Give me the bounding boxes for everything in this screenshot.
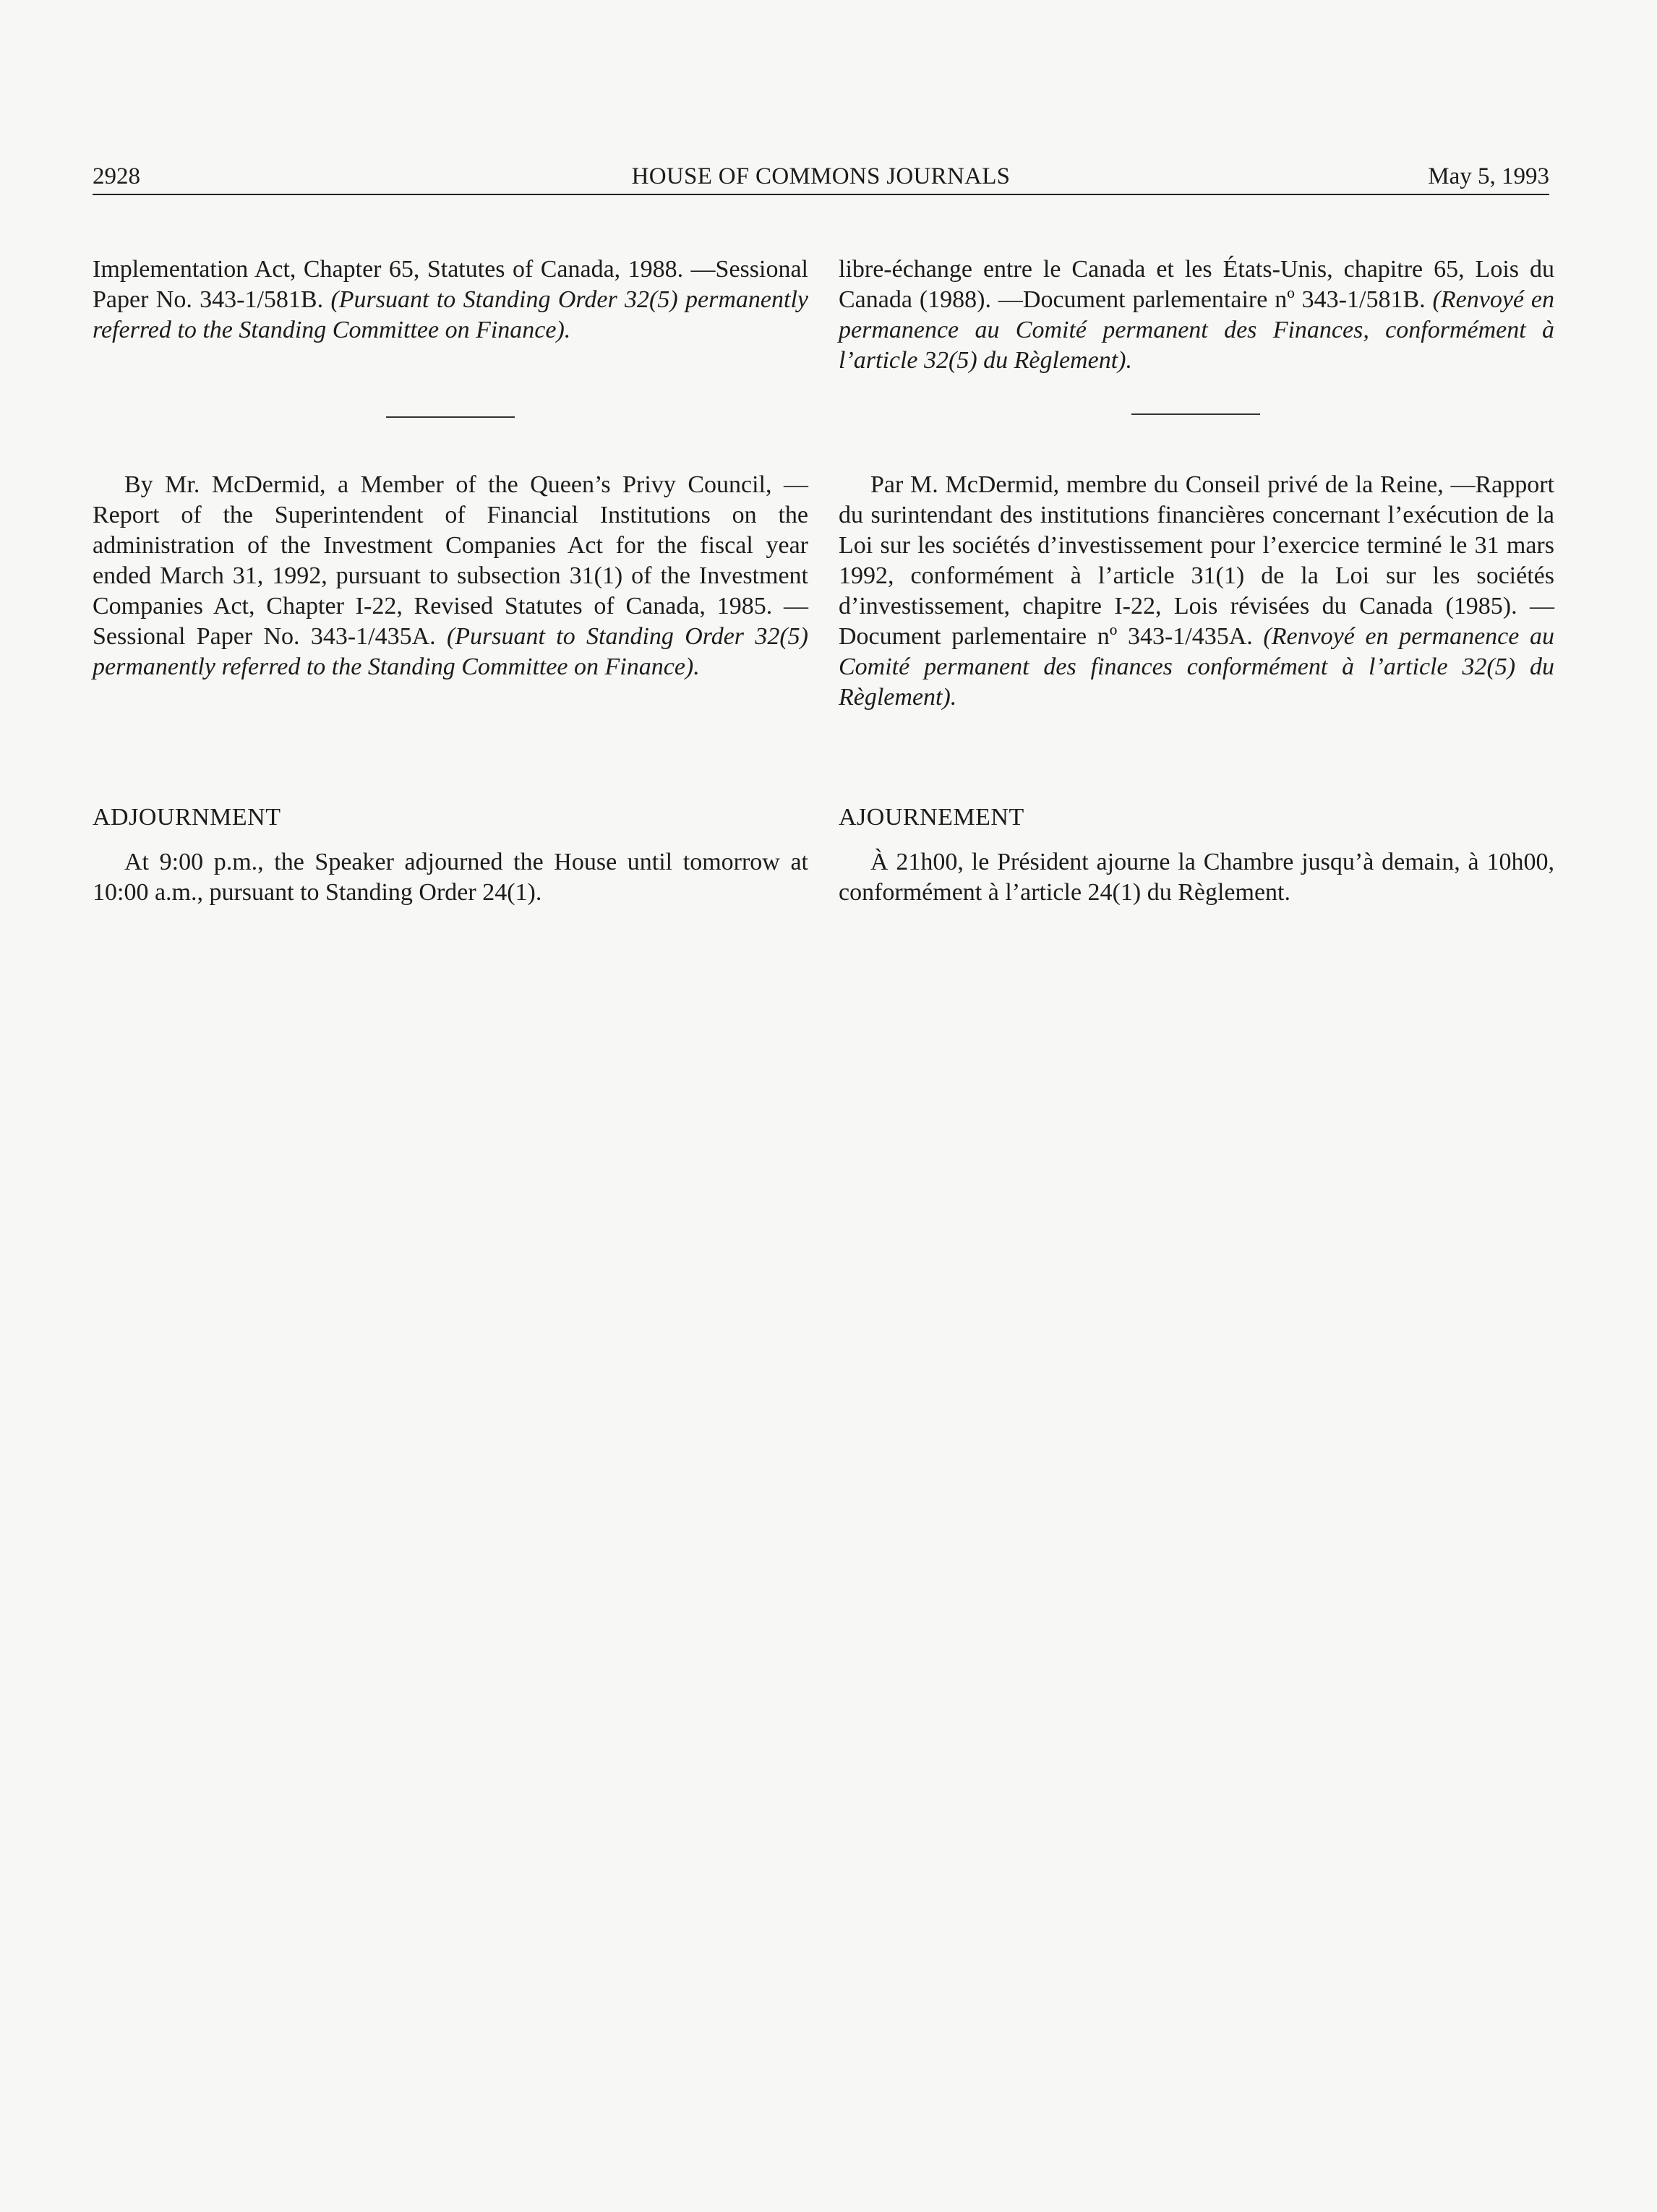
french-paragraph-2-text: Par M. McDermid, membre du Conseil privé de la Reine, —Rapport du surintendant des institutions financières concernant l’exécution de la Loi sur les sociétés d’investissement pour l’exercice terminé le 31 mars 1992, conformément à l’article 31(1) de la Loi sur les sociétés d’investissement, chapitre I-22, Lois révisées du Canada (1985). —Document parlementaire nº 343-1/435A. [839, 471, 1554, 650]
english-heading-adjournment: ADJOURNMENT [93, 804, 281, 831]
french-paragraph-1 [839, 254, 1554, 376]
french-heading-adjournment: AJOURNEMENT [839, 804, 1024, 831]
page-number: 2928 [93, 163, 140, 189]
english-separator [386, 416, 515, 418]
header-rule [93, 194, 1549, 195]
english-paragraph-1 [93, 254, 808, 346]
french-separator [1131, 413, 1260, 415]
english-paragraph-2-italic: (Pursuant to Standing Order 32(5) permanently referred to the Standing Committee on Finance). [93, 623, 808, 680]
english-paragraph-1-text: Implementation Act, Chapter 65, Statutes of Canada, 1988. —Sessional Paper No. 343-1/581B. [93, 256, 808, 313]
english-paragraph-2 [93, 470, 808, 682]
french-paragraph-3 [839, 847, 1554, 908]
french-paragraph-3-text: À 21h00, le Président ajourne la Chambre jusqu’à demain, à 10h00, conformément à l’article 24(1) du Règlement. [839, 849, 1554, 906]
english-paragraph-1-italic: (Pursuant to Standing Order 32(5) permanently referred to the Standing Committee on Finance). [93, 286, 808, 343]
french-paragraph-1-italic: (Renvoyé en permanence au Comité permanent des Finances, conformément à l’article 32(5) du Règlement). [839, 286, 1554, 374]
header-date: May 5, 1993 [1428, 163, 1549, 189]
french-paragraph-1-text: libre-échange entre le Canada et les États-Unis, chapitre 65, Lois du Canada (1988). —Document parlementaire nº 343-1/581B. [839, 256, 1554, 313]
french-paragraph-2-italic: (Renvoyé en permanence au Comité permanent des finances conformément à l’article 32(5) du Règlement). [839, 623, 1554, 711]
english-paragraph-3 [93, 847, 808, 908]
english-paragraph-2-text: By Mr. McDermid, a Member of the Queen’s Privy Council, —Report of the Superintendent of Financial Institutions on the administration of the Investment Companies Act for the fiscal year ended March 31, 1992, pursuant to subsection 31(1) of the Investment Companies Act, Chapter I-22, Revised Statutes of Canada, 1985. —Sessional Paper No. 343-1/435A. [93, 471, 808, 650]
french-paragraph-2 [839, 470, 1554, 713]
english-paragraph-3-text: At 9:00 p.m., the Speaker adjourned the House until tomorrow at 10:00 a.m., pursuant to Standing Order 24(1). [93, 849, 808, 906]
page-header [93, 160, 1549, 192]
journal-title: HOUSE OF COMMONS JOURNALS [631, 163, 1011, 189]
